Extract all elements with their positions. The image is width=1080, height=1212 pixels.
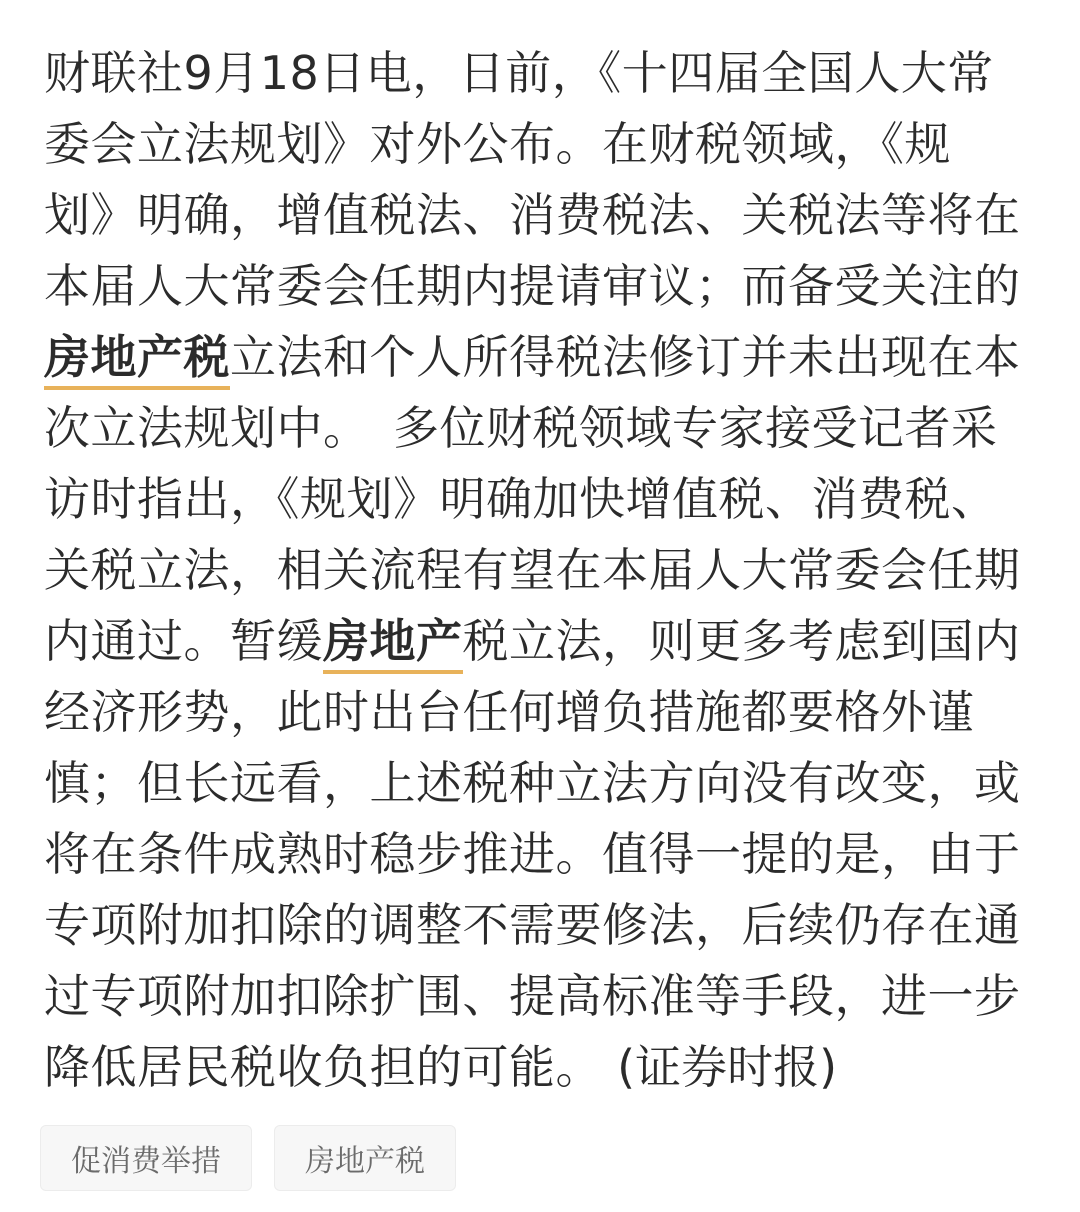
article-line [44, 1032, 1040, 1103]
line-text: 降低居民税收负担的可能。 [44, 1040, 602, 1094]
tag-consumption-measures[interactable]: 促消费举措 [40, 1125, 252, 1191]
keyword-link-real-estate[interactable]: 房地产 [323, 614, 463, 674]
article-body [44, 38, 1040, 1103]
article-source: (证券时报) [617, 1040, 838, 1094]
article-line [44, 322, 1040, 393]
article-line: 划》明确，增值税法、消费税法、关税法等将在 [44, 188, 1021, 242]
article-line: 委会立法规划》对外公布。在财税领域，《规 [44, 117, 951, 171]
article-line: 财联社9月18日电，日前，《十四届全国人大常 [44, 46, 994, 100]
tag-property-tax[interactable]: 房地产税 [274, 1125, 456, 1191]
article-line: 慎；但长远看，上述税种立法方向没有改变，或 [44, 756, 1021, 810]
article-line: 本届人大常委会任期内提请审议；而备受关注的 [44, 259, 1021, 313]
article-line: 关税立法，相关流程有望在本届人大常委会任期 [44, 543, 1021, 597]
article-line: 次立法规划中。 多位财税领域专家接受记者采 [44, 401, 998, 455]
topic-tags [40, 1125, 456, 1191]
article-line: 过专项附加扣除扩围、提高标准等手段，进一步 [44, 969, 1021, 1023]
keyword-link-property-tax[interactable]: 房地产税 [44, 330, 230, 390]
line-text: 内通过。暂缓 [44, 614, 323, 668]
article-line: 将在条件成熟时稳步推进。值得一提的是，由于 [44, 827, 1021, 881]
line-text: 税立法，则更多考虑到国内 [462, 614, 1021, 668]
line-text: 立法和个人所得税法修订并未出现在本 [230, 330, 1021, 384]
article-line: 经济形势，此时出台任何增负措施都要格外谨 [44, 685, 974, 739]
article-line [44, 606, 1040, 677]
article-line: 专项附加扣除的调整不需要修法，后续仍存在通 [44, 898, 1021, 952]
article-line: 访时指出，《规划》明确加快增值税、消费税、 [44, 472, 998, 526]
